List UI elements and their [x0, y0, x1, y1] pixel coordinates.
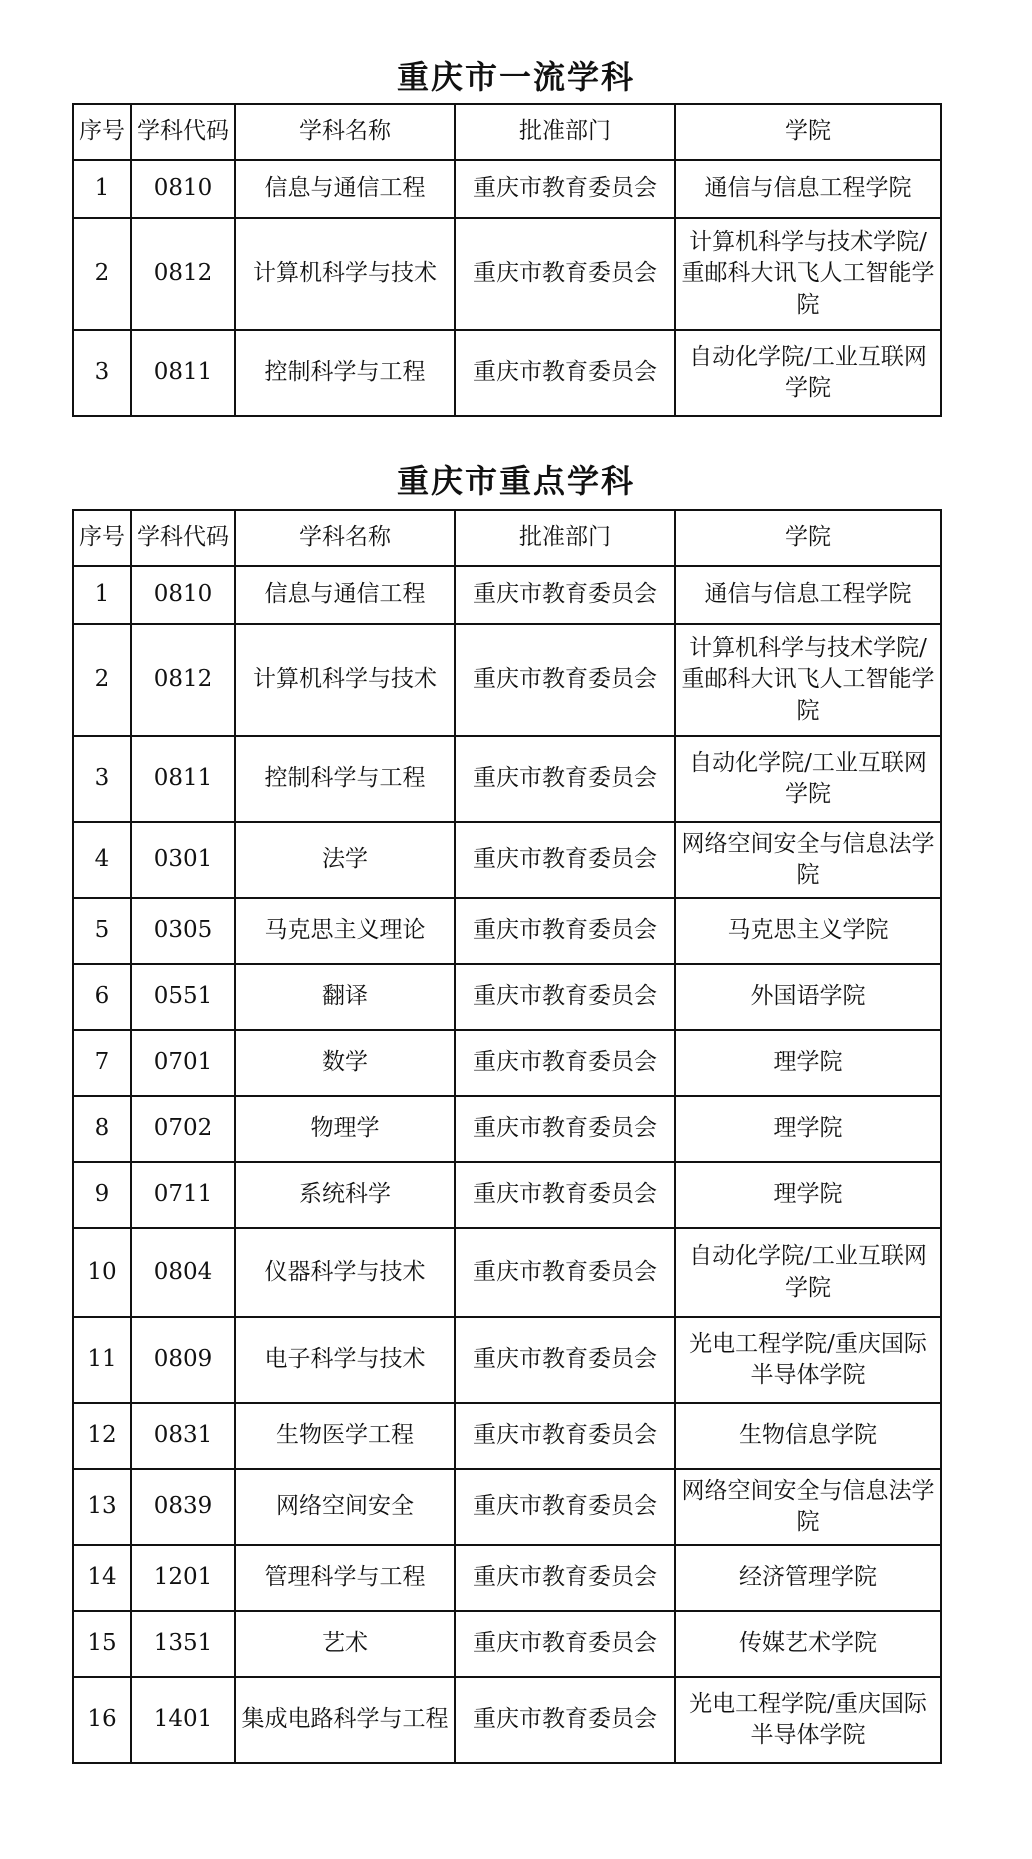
- table-row: [73, 330, 941, 416]
- cell-code: 1201: [131, 1545, 235, 1611]
- cell-dept: 重庆市教育委员会: [455, 566, 675, 624]
- cell-dept: 重庆市教育委员会: [455, 218, 675, 330]
- cell-dept: 重庆市教育委员会: [455, 330, 675, 416]
- cell-college: 光电工程学院/重庆国际半导体学院: [675, 1677, 941, 1763]
- cell-code: 0810: [131, 566, 235, 624]
- cell-college: 自动化学院/工业互联网学院: [675, 1228, 941, 1317]
- cell-dept: 重庆市教育委员会: [455, 1545, 675, 1611]
- table-row: [73, 1677, 941, 1763]
- cell-college: 光电工程学院/重庆国际半导体学院: [675, 1317, 941, 1403]
- cell-name: 控制科学与工程: [235, 736, 455, 822]
- cell-name: 信息与通信工程: [235, 160, 455, 218]
- table-row: [73, 1096, 941, 1162]
- cell-name: 仪器科学与技术: [235, 1228, 455, 1317]
- cell-college: 理学院: [675, 1030, 941, 1096]
- cell-college: 通信与信息工程学院: [675, 566, 941, 624]
- cell-college: 生物信息学院: [675, 1403, 941, 1469]
- cell-college: 传媒艺术学院: [675, 1611, 941, 1677]
- key-disciplines-table: [72, 509, 942, 1764]
- header-name: 学科名称: [235, 104, 455, 160]
- cell-code: 0811: [131, 736, 235, 822]
- cell-dept: 重庆市教育委员会: [455, 822, 675, 898]
- cell-college: 理学院: [675, 1096, 941, 1162]
- cell-code: 0809: [131, 1317, 235, 1403]
- header-college: 学院: [675, 510, 941, 566]
- table-row: [73, 566, 941, 624]
- cell-code: 0804: [131, 1228, 235, 1317]
- table-row: [73, 822, 941, 898]
- table-row: [73, 1403, 941, 1469]
- cell-name: 翻译: [235, 964, 455, 1030]
- cell-seq: 5: [73, 898, 131, 964]
- cell-seq: 1: [73, 160, 131, 218]
- cell-dept: 重庆市教育委员会: [455, 1403, 675, 1469]
- cell-dept: 重庆市教育委员会: [455, 736, 675, 822]
- table-header-row: [73, 104, 941, 160]
- cell-code: 0810: [131, 160, 235, 218]
- cell-college: 计算机科学与技术学院/重邮科大讯飞人工智能学院: [675, 624, 941, 736]
- cell-college: 理学院: [675, 1162, 941, 1228]
- table-row: [73, 624, 941, 736]
- cell-seq: 7: [73, 1030, 131, 1096]
- cell-seq: 11: [73, 1317, 131, 1403]
- cell-seq: 2: [73, 218, 131, 330]
- cell-name: 电子科学与技术: [235, 1317, 455, 1403]
- cell-code: 0305: [131, 898, 235, 964]
- cell-name: 管理科学与工程: [235, 1545, 455, 1611]
- cell-name: 集成电路科学与工程: [235, 1677, 455, 1763]
- cell-code: 0811: [131, 330, 235, 416]
- cell-seq: 16: [73, 1677, 131, 1763]
- cell-name: 数学: [235, 1030, 455, 1096]
- table-row: [73, 1228, 941, 1317]
- header-code: 学科代码: [131, 510, 235, 566]
- table-row: [73, 736, 941, 822]
- cell-code: 1351: [131, 1611, 235, 1677]
- header-dept: 批准部门: [455, 104, 675, 160]
- cell-dept: 重庆市教育委员会: [455, 1677, 675, 1763]
- table-row: [73, 160, 941, 218]
- cell-code: 0551: [131, 964, 235, 1030]
- cell-seq: 8: [73, 1096, 131, 1162]
- cell-college: 计算机科学与技术学院/重邮科大讯飞人工智能学院: [675, 218, 941, 330]
- table-row: [73, 218, 941, 330]
- cell-name: 生物医学工程: [235, 1403, 455, 1469]
- cell-code: 0839: [131, 1469, 235, 1545]
- cell-code: 0701: [131, 1030, 235, 1096]
- table-row: [73, 1611, 941, 1677]
- cell-dept: 重庆市教育委员会: [455, 1317, 675, 1403]
- cell-name: 计算机科学与技术: [235, 624, 455, 736]
- cell-name: 网络空间安全: [235, 1469, 455, 1545]
- table-row: [73, 1317, 941, 1403]
- cell-seq: 2: [73, 624, 131, 736]
- cell-code: 0301: [131, 822, 235, 898]
- cell-code: 0812: [131, 218, 235, 330]
- table-title-key: 重庆市重点学科: [396, 462, 635, 500]
- cell-seq: 6: [73, 964, 131, 1030]
- cell-college: 马克思主义学院: [675, 898, 941, 964]
- cell-name: 计算机科学与技术: [235, 218, 455, 330]
- cell-dept: 重庆市教育委员会: [455, 964, 675, 1030]
- cell-name: 法学: [235, 822, 455, 898]
- table-title-first-class: 重庆市一流学科: [396, 58, 635, 96]
- cell-dept: 重庆市教育委员会: [455, 624, 675, 736]
- cell-dept: 重庆市教育委员会: [455, 1030, 675, 1096]
- header-seq: 序号: [73, 104, 131, 160]
- cell-name: 马克思主义理论: [235, 898, 455, 964]
- table-header-row: [73, 510, 941, 566]
- cell-seq: 13: [73, 1469, 131, 1545]
- cell-dept: 重庆市教育委员会: [455, 1611, 675, 1677]
- cell-seq: 15: [73, 1611, 131, 1677]
- cell-name: 艺术: [235, 1611, 455, 1677]
- header-seq: 序号: [73, 510, 131, 566]
- cell-seq: 12: [73, 1403, 131, 1469]
- table-row: [73, 1162, 941, 1228]
- table-row: [73, 1545, 941, 1611]
- cell-code: 0831: [131, 1403, 235, 1469]
- table-row: [73, 898, 941, 964]
- header-code: 学科代码: [131, 104, 235, 160]
- cell-dept: 重庆市教育委员会: [455, 160, 675, 218]
- cell-dept: 重庆市教育委员会: [455, 1096, 675, 1162]
- header-college: 学院: [675, 104, 941, 160]
- cell-code: 1401: [131, 1677, 235, 1763]
- header-name: 学科名称: [235, 510, 455, 566]
- cell-college: 外国语学院: [675, 964, 941, 1030]
- cell-name: 系统科学: [235, 1162, 455, 1228]
- cell-college: 自动化学院/工业互联网学院: [675, 736, 941, 822]
- header-dept: 批准部门: [455, 510, 675, 566]
- cell-seq: 3: [73, 736, 131, 822]
- table-row: [73, 964, 941, 1030]
- cell-seq: 3: [73, 330, 131, 416]
- cell-dept: 重庆市教育委员会: [455, 1469, 675, 1545]
- cell-name: 信息与通信工程: [235, 566, 455, 624]
- cell-college: 自动化学院/工业互联网学院: [675, 330, 941, 416]
- table-row: [73, 1030, 941, 1096]
- cell-college: 网络空间安全与信息法学院: [675, 1469, 941, 1545]
- cell-college: 经济管理学院: [675, 1545, 941, 1611]
- cell-name: 控制科学与工程: [235, 330, 455, 416]
- cell-college: 通信与信息工程学院: [675, 160, 941, 218]
- cell-seq: 10: [73, 1228, 131, 1317]
- cell-code: 0711: [131, 1162, 235, 1228]
- table-row: [73, 1469, 941, 1545]
- cell-dept: 重庆市教育委员会: [455, 1162, 675, 1228]
- cell-seq: 1: [73, 566, 131, 624]
- cell-seq: 9: [73, 1162, 131, 1228]
- cell-seq: 4: [73, 822, 131, 898]
- cell-code: 0702: [131, 1096, 235, 1162]
- cell-college: 网络空间安全与信息法学院: [675, 822, 941, 898]
- cell-dept: 重庆市教育委员会: [455, 898, 675, 964]
- cell-dept: 重庆市教育委员会: [455, 1228, 675, 1317]
- cell-seq: 14: [73, 1545, 131, 1611]
- cell-code: 0812: [131, 624, 235, 736]
- cell-name: 物理学: [235, 1096, 455, 1162]
- first-class-disciplines-table: [72, 103, 942, 417]
